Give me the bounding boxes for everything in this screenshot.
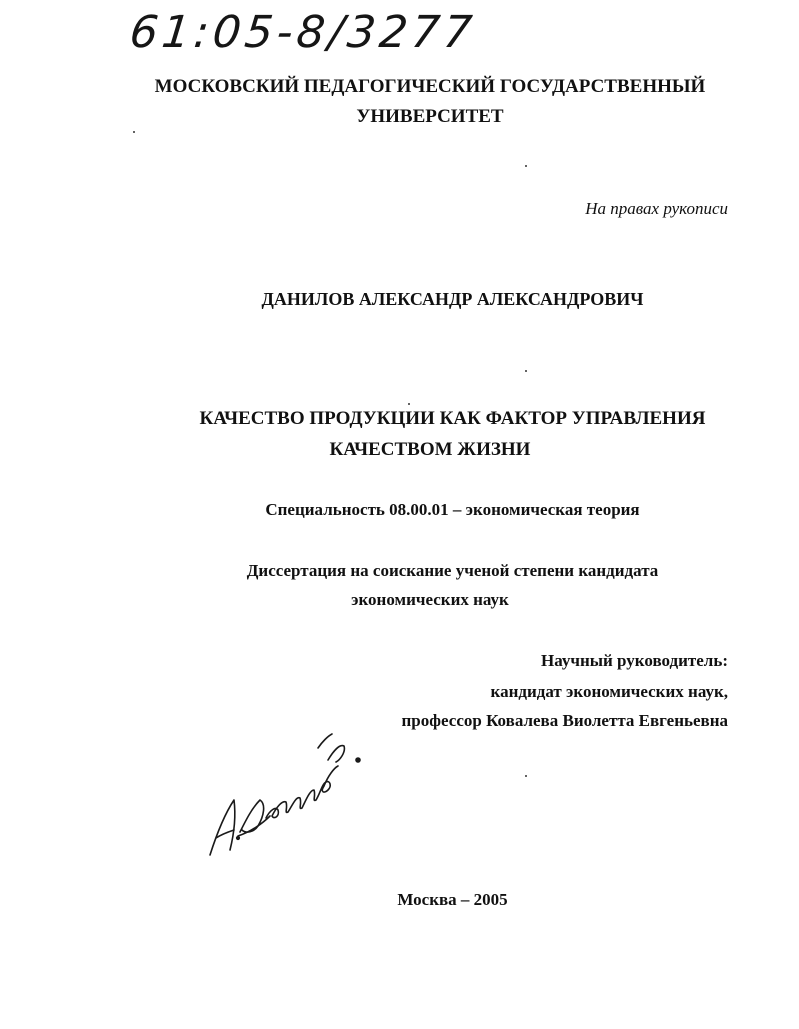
scan-speck (133, 131, 135, 133)
thesis-title-line2: КАЧЕСТВОМ ЖИЗНИ (329, 439, 531, 460)
archive-code-text: 61:05-8/3277 (127, 7, 479, 58)
supervisor-name: профессор Ковалева Виолетта Евгеньевна (401, 711, 728, 730)
manuscript-note: На правах рукописи (585, 199, 728, 218)
supervisor-label: Научный руководитель: (541, 651, 728, 670)
scan-speck (525, 775, 527, 777)
supervisor-degree: кандидат экономических наук, (490, 682, 728, 701)
scan-speck (525, 370, 527, 372)
scan-speck (408, 403, 410, 405)
scan-speck (525, 165, 527, 167)
author-name: ДАНИЛОВ АЛЕКСАНДР АЛЕКСАНДРОВИЧ (261, 289, 644, 309)
dissertation-line1: Диссертация на соискание ученой степени кандидата (246, 561, 659, 580)
archive-code (127, 2, 550, 64)
university-name-line1: МОСКОВСКИЙ ПЕДАГОГИЧЕСКИЙ ГОСУДАРСТВЕННЫЙ (154, 76, 706, 97)
dissertation-line2: экономических наук (351, 590, 509, 609)
thesis-title-line1: КАЧЕСТВО ПРОДУКЦИИ КАК ФАКТОР УПРАВЛЕНИЯ (199, 408, 706, 429)
specialty: Специальность 08.00.01 – экономическая теория (265, 500, 640, 519)
author-signature (200, 720, 380, 870)
city-year: Москва – 2005 (397, 890, 508, 909)
university-name-line2: УНИВЕРСИТЕТ (356, 106, 504, 127)
